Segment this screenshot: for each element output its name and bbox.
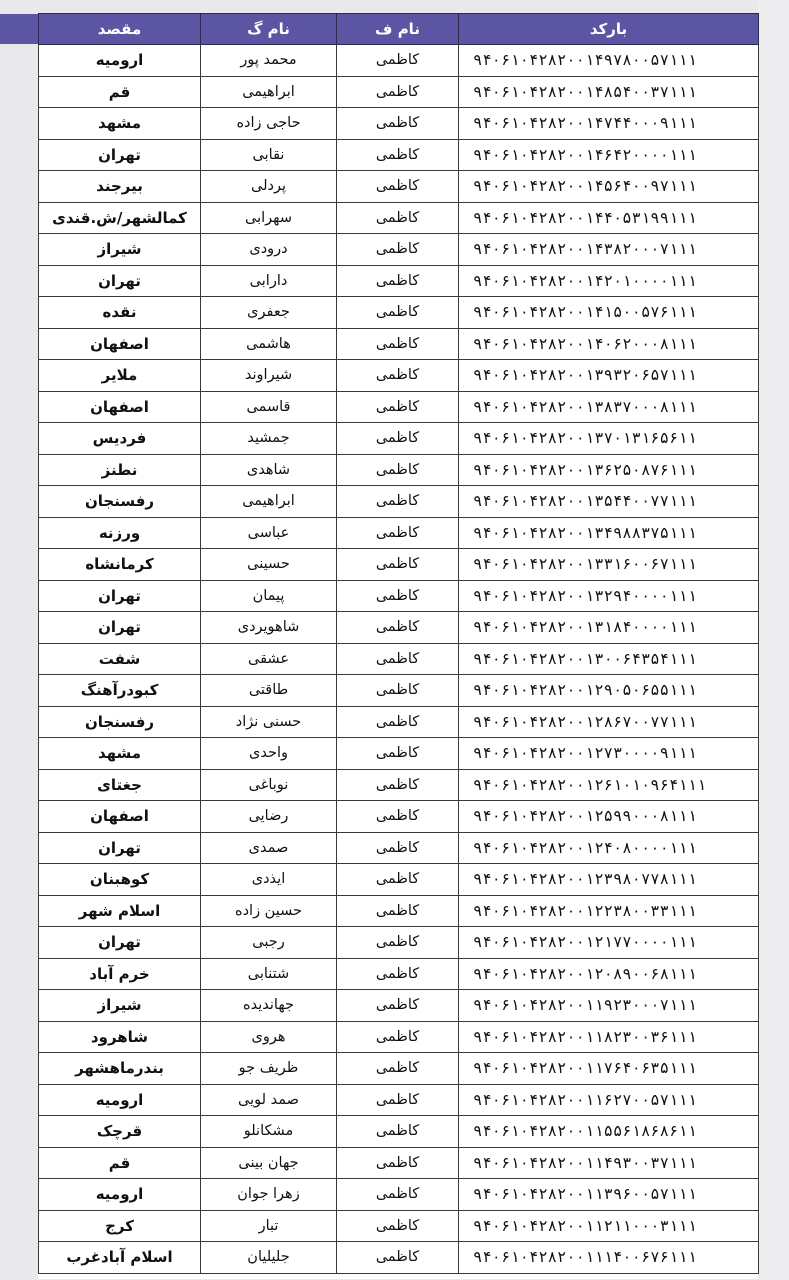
table-row	[39, 1147, 759, 1179]
destination-cell: کبودرآهنگ	[39, 675, 201, 707]
first-name-cell: کاظمی	[337, 171, 459, 203]
first-name-cell: کاظمی	[337, 517, 459, 549]
barcode-cell: ۹۴۰۶۱۰۴۲۸۲۰۰۱۴۴۰۵۳۱۹۹۱۱۱	[459, 202, 759, 234]
last-name-cell: ابراهیمی	[201, 486, 337, 518]
table-row	[39, 454, 759, 486]
page-margin	[758, 0, 789, 1280]
table-row	[39, 234, 759, 266]
destination-cell: اسلام شهر	[39, 895, 201, 927]
table-row	[39, 801, 759, 833]
destination-cell: مشهد	[39, 108, 201, 140]
table-row	[39, 171, 759, 203]
first-name-cell: کاظمی	[337, 234, 459, 266]
last-name-cell: حسین زاده	[201, 895, 337, 927]
last-name-cell: نقابی	[201, 139, 337, 171]
destination-cell: شاهرود	[39, 1021, 201, 1053]
table-row	[39, 391, 759, 423]
destination-cell: بندرماهشهر	[39, 1053, 201, 1085]
barcode-cell: ۹۴۰۶۱۰۴۲۸۲۰۰۱۲۵۹۹۰۰۰۸۱۱۱	[459, 801, 759, 833]
barcode-cell: ۹۴۰۶۱۰۴۲۸۲۰۰۱۴۱۵۰۰۵۷۶۱۱۱	[459, 297, 759, 329]
first-name-cell: کاظمی	[337, 769, 459, 801]
first-name-cell: کاظمی	[337, 864, 459, 896]
header-first-name: نام ف	[337, 14, 459, 45]
first-name-cell: کاظمی	[337, 958, 459, 990]
last-name-cell: صمدی	[201, 832, 337, 864]
destination-cell: شیراز	[39, 234, 201, 266]
table-row	[39, 76, 759, 108]
destination-cell: شفت	[39, 643, 201, 675]
barcode-cell: ۹۴۰۶۱۰۴۲۸۲۰۰۱۱۲۱۱۰۰۰۳۱۱۱	[459, 1210, 759, 1242]
barcode-cell: ۹۴۰۶۱۰۴۲۸۲۰۰۱۱۱۴۰۰۶۷۶۱۱۱	[459, 1242, 759, 1274]
last-name-cell: محمد پور	[201, 45, 337, 77]
destination-cell: قم	[39, 76, 201, 108]
barcode-cell: ۹۴۰۶۱۰۴۲۸۲۰۰۱۴۶۴۲۰۰۰۰۱۱۱	[459, 139, 759, 171]
destination-cell: تهران	[39, 832, 201, 864]
first-name-cell: کاظمی	[337, 454, 459, 486]
table-row	[39, 517, 759, 549]
barcode-cell: ۹۴۰۶۱۰۴۲۸۲۰۰۱۳۲۹۴۰۰۰۰۱۱۱	[459, 580, 759, 612]
barcode-cell: ۹۴۰۶۱۰۴۲۸۲۰۰۱۳۵۴۴۰۰۷۷۱۱۱	[459, 486, 759, 518]
barcode-cell: ۹۴۰۶۱۰۴۲۸۲۰۰۱۲۹۰۵۰۶۵۵۱۱۱	[459, 675, 759, 707]
destination-cell: ارومیه	[39, 1179, 201, 1211]
destination-cell: جغتای	[39, 769, 201, 801]
first-name-cell: کاظمی	[337, 486, 459, 518]
destination-cell: اصفهان	[39, 801, 201, 833]
destination-cell: ارومیه	[39, 45, 201, 77]
destination-cell: رفسنجان	[39, 486, 201, 518]
table-row	[39, 1210, 759, 1242]
last-name-cell: ظریف جو	[201, 1053, 337, 1085]
destination-cell: تهران	[39, 580, 201, 612]
last-name-cell: حسنی نژاد	[201, 706, 337, 738]
table-row	[39, 1116, 759, 1148]
destination-cell: تهران	[39, 612, 201, 644]
barcode-cell: ۹۴۰۶۱۰۴۲۸۲۰۰۱۳۹۳۲۰۶۵۷۱۱۱	[459, 360, 759, 392]
header-accent-bar	[0, 14, 40, 44]
table-row	[39, 612, 759, 644]
barcode-cell: ۹۴۰۶۱۰۴۲۸۲۰۰۱۱۵۵۶۱۸۶۸۶۱۱	[459, 1116, 759, 1148]
first-name-cell: کاظمی	[337, 927, 459, 959]
table-row	[39, 1242, 759, 1274]
last-name-cell: نوباغی	[201, 769, 337, 801]
destination-cell: کرج	[39, 1210, 201, 1242]
barcode-cell: ۹۴۰۶۱۰۴۲۸۲۰۰۱۱۷۶۴۰۶۳۵۱۱۱	[459, 1053, 759, 1085]
last-name-cell: حاجی زاده	[201, 108, 337, 140]
first-name-cell: کاظمی	[337, 706, 459, 738]
last-name-cell: پردلی	[201, 171, 337, 203]
barcode-cell: ۹۴۰۶۱۰۴۲۸۲۰۰۱۲۴۰۸۰۰۰۰۱۱۱	[459, 832, 759, 864]
table-row	[39, 297, 759, 329]
first-name-cell: کاظمی	[337, 1147, 459, 1179]
barcode-cell: ۹۴۰۶۱۰۴۲۸۲۰۰۱۳۴۹۸۸۳۷۵۱۱۱	[459, 517, 759, 549]
table-row	[39, 45, 759, 77]
last-name-cell: عباسی	[201, 517, 337, 549]
header-last-name: نام گ	[201, 14, 337, 45]
first-name-cell: کاظمی	[337, 1179, 459, 1211]
destination-cell: نقده	[39, 297, 201, 329]
barcode-cell: ۹۴۰۶۱۰۴۲۸۲۰۰۱۳۱۸۴۰۰۰۰۱۱۱	[459, 612, 759, 644]
last-name-cell: شتنابی	[201, 958, 337, 990]
table-row	[39, 864, 759, 896]
last-name-cell: زهرا جوان	[201, 1179, 337, 1211]
destination-cell: خرم آباد	[39, 958, 201, 990]
last-name-cell: حسینی	[201, 549, 337, 581]
last-name-cell: درودی	[201, 234, 337, 266]
barcode-cell: ۹۴۰۶۱۰۴۲۸۲۰۰۱۴۷۴۴۰۰۰۹۱۱۱	[459, 108, 759, 140]
table-row	[39, 643, 759, 675]
first-name-cell: کاظمی	[337, 580, 459, 612]
destination-cell: کمالشهر/ش.قندی	[39, 202, 201, 234]
first-name-cell: کاظمی	[337, 549, 459, 581]
last-name-cell: شاهدی	[201, 454, 337, 486]
last-name-cell: دارابی	[201, 265, 337, 297]
table-row	[39, 990, 759, 1022]
table-row	[39, 927, 759, 959]
last-name-cell: جمشید	[201, 423, 337, 455]
destination-cell: فردیس	[39, 423, 201, 455]
table-row	[39, 706, 759, 738]
last-name-cell: ابراهیمی	[201, 76, 337, 108]
last-name-cell: پیمان	[201, 580, 337, 612]
barcode-cell: ۹۴۰۶۱۰۴۲۸۲۰۰۱۱۹۲۳۰۰۰۷۱۱۱	[459, 990, 759, 1022]
first-name-cell: کاظمی	[337, 643, 459, 675]
table-row	[39, 1179, 759, 1211]
destination-cell: قرچک	[39, 1116, 201, 1148]
barcode-cell: ۹۴۰۶۱۰۴۲۸۲۰۰۱۱۶۲۷۰۰۵۷۱۱۱	[459, 1084, 759, 1116]
first-name-cell: کاظمی	[337, 391, 459, 423]
destination-cell: ورزنه	[39, 517, 201, 549]
last-name-cell: رضایی	[201, 801, 337, 833]
first-name-cell: کاظمی	[337, 328, 459, 360]
destination-cell: ملایر	[39, 360, 201, 392]
barcode-cell: ۹۴۰۶۱۰۴۲۸۲۰۰۱۳۷۰۱۳۱۶۵۶۱۱	[459, 423, 759, 455]
last-name-cell: شاهویردی	[201, 612, 337, 644]
last-name-cell: هاشمی	[201, 328, 337, 360]
barcode-cell: ۹۴۰۶۱۰۴۲۸۲۰۰۱۲۳۹۸۰۷۷۸۱۱۱	[459, 864, 759, 896]
table-row	[39, 832, 759, 864]
last-name-cell: تبار	[201, 1210, 337, 1242]
last-name-cell: رجبی	[201, 927, 337, 959]
barcode-cell: ۹۴۰۶۱۰۴۲۸۲۰۰۱۴۵۶۴۰۰۹۷۱۱۱	[459, 171, 759, 203]
last-name-cell: مشکانلو	[201, 1116, 337, 1148]
table-row	[39, 1021, 759, 1053]
destination-cell: تهران	[39, 927, 201, 959]
barcode-cell: ۹۴۰۶۱۰۴۲۸۲۰۰۱۴۲۰۱۰۰۰۰۱۱۱	[459, 265, 759, 297]
table-row	[39, 1053, 759, 1085]
barcode-cell: ۹۴۰۶۱۰۴۲۸۲۰۰۱۴۹۷۸۰۰۵۷۱۱۱	[459, 45, 759, 77]
barcode-cell: ۹۴۰۶۱۰۴۲۸۲۰۰۱۳۸۳۷۰۰۰۸۱۱۱	[459, 391, 759, 423]
barcode-cell: ۹۴۰۶۱۰۴۲۸۲۰۰۱۴۸۵۴۰۰۳۷۱۱۱	[459, 76, 759, 108]
first-name-cell: کاظمی	[337, 423, 459, 455]
destination-cell: مشهد	[39, 738, 201, 770]
destination-cell: اسلام آبادغرب	[39, 1242, 201, 1274]
first-name-cell: کاظمی	[337, 360, 459, 392]
first-name-cell: کاظمی	[337, 612, 459, 644]
table-row	[39, 958, 759, 990]
first-name-cell: کاظمی	[337, 801, 459, 833]
destination-cell: بیرجند	[39, 171, 201, 203]
last-name-cell: شیراوند	[201, 360, 337, 392]
table-row	[39, 549, 759, 581]
first-name-cell: کاظمی	[337, 265, 459, 297]
last-name-cell: جعفری	[201, 297, 337, 329]
table-row	[39, 486, 759, 518]
last-name-cell: قاسمی	[201, 391, 337, 423]
first-name-cell: کاظمی	[337, 45, 459, 77]
first-name-cell: کاظمی	[337, 1084, 459, 1116]
barcode-cell: ۹۴۰۶۱۰۴۲۸۲۰۰۱۱۸۲۳۰۰۳۶۱۱۱	[459, 1021, 759, 1053]
destination-cell: کرمانشاه	[39, 549, 201, 581]
barcode-cell: ۹۴۰۶۱۰۴۲۸۲۰۰۱۳۰۰۶۴۳۵۴۱۱۱	[459, 643, 759, 675]
table-row	[39, 738, 759, 770]
destination-cell: اصفهان	[39, 328, 201, 360]
first-name-cell: کاظمی	[337, 1021, 459, 1053]
last-name-cell: سهرابی	[201, 202, 337, 234]
destination-cell: کوهبنان	[39, 864, 201, 896]
last-name-cell: واحدی	[201, 738, 337, 770]
first-name-cell: کاظمی	[337, 1242, 459, 1274]
last-name-cell: طاقتی	[201, 675, 337, 707]
barcode-cell: ۹۴۰۶۱۰۴۲۸۲۰۰۱۱۳۹۶۰۰۵۷۱۱۱	[459, 1179, 759, 1211]
first-name-cell: کاظمی	[337, 297, 459, 329]
barcode-cell: ۹۴۰۶۱۰۴۲۸۲۰۰۱۳۳۱۶۰۰۶۷۱۱۱	[459, 549, 759, 581]
destination-cell: اصفهان	[39, 391, 201, 423]
header-barcode: بارکد	[459, 14, 759, 45]
barcode-cell: ۹۴۰۶۱۰۴۲۸۲۰۰۱۴۳۸۲۰۰۰۷۱۱۱	[459, 234, 759, 266]
table-row	[39, 1084, 759, 1116]
first-name-cell: کاظمی	[337, 139, 459, 171]
barcode-cell: ۹۴۰۶۱۰۴۲۸۲۰۰۱۳۶۲۵۰۸۷۶۱۱۱	[459, 454, 759, 486]
barcode-cell: ۹۴۰۶۱۰۴۲۸۲۰۰۱۲۱۷۷۰۰۰۰۱۱۱	[459, 927, 759, 959]
first-name-cell: کاظمی	[337, 1053, 459, 1085]
destination-cell: تهران	[39, 139, 201, 171]
table-row	[39, 895, 759, 927]
header-destination: مقصد	[39, 14, 201, 45]
shipment-table	[38, 13, 759, 1274]
table-row	[39, 675, 759, 707]
first-name-cell: کاظمی	[337, 1116, 459, 1148]
table-row	[39, 108, 759, 140]
first-name-cell: کاظمی	[337, 1210, 459, 1242]
first-name-cell: کاظمی	[337, 76, 459, 108]
table-row	[39, 265, 759, 297]
destination-cell: شیراز	[39, 990, 201, 1022]
first-name-cell: کاظمی	[337, 738, 459, 770]
table-row	[39, 360, 759, 392]
table-header-row	[39, 14, 759, 45]
destination-cell: قم	[39, 1147, 201, 1179]
first-name-cell: کاظمی	[337, 202, 459, 234]
last-name-cell: صمد لویی	[201, 1084, 337, 1116]
barcode-cell: ۹۴۰۶۱۰۴۲۸۲۰۰۱۱۴۹۳۰۰۳۷۱۱۱	[459, 1147, 759, 1179]
destination-cell: رفسنجان	[39, 706, 201, 738]
first-name-cell: کاظمی	[337, 990, 459, 1022]
barcode-cell: ۹۴۰۶۱۰۴۲۸۲۰۰۱۲۸۶۷۰۰۷۷۱۱۱	[459, 706, 759, 738]
last-name-cell: جهان بینی	[201, 1147, 337, 1179]
last-name-cell: جهاندیده	[201, 990, 337, 1022]
first-name-cell: کاظمی	[337, 895, 459, 927]
barcode-cell: ۹۴۰۶۱۰۴۲۸۲۰۰۱۴۰۶۲۰۰۰۸۱۱۱	[459, 328, 759, 360]
table-row	[39, 328, 759, 360]
last-name-cell: جلیلیان	[201, 1242, 337, 1274]
first-name-cell: کاظمی	[337, 675, 459, 707]
table-row	[39, 202, 759, 234]
table-row	[39, 769, 759, 801]
barcode-cell: ۹۴۰۶۱۰۴۲۸۲۰۰۱۲۶۱۰۱۰۹۶۴۱۱۱	[459, 769, 759, 801]
table-body	[39, 45, 759, 1274]
barcode-cell: ۹۴۰۶۱۰۴۲۸۲۰۰۱۲۲۳۸۰۰۳۳۱۱۱	[459, 895, 759, 927]
table-row	[39, 580, 759, 612]
barcode-cell: ۹۴۰۶۱۰۴۲۸۲۰۰۱۲۷۳۰۰۰۰۹۱۱۱	[459, 738, 759, 770]
barcode-cell: ۹۴۰۶۱۰۴۲۸۲۰۰۱۲۰۸۹۰۰۶۸۱۱۱	[459, 958, 759, 990]
table-row	[39, 423, 759, 455]
last-name-cell: ایذدی	[201, 864, 337, 896]
destination-cell: تهران	[39, 265, 201, 297]
first-name-cell: کاظمی	[337, 108, 459, 140]
last-name-cell: هروی	[201, 1021, 337, 1053]
first-name-cell: کاظمی	[337, 832, 459, 864]
destination-cell: ارومیه	[39, 1084, 201, 1116]
table-row	[39, 139, 759, 171]
last-name-cell: عشقی	[201, 643, 337, 675]
destination-cell: نطنز	[39, 454, 201, 486]
